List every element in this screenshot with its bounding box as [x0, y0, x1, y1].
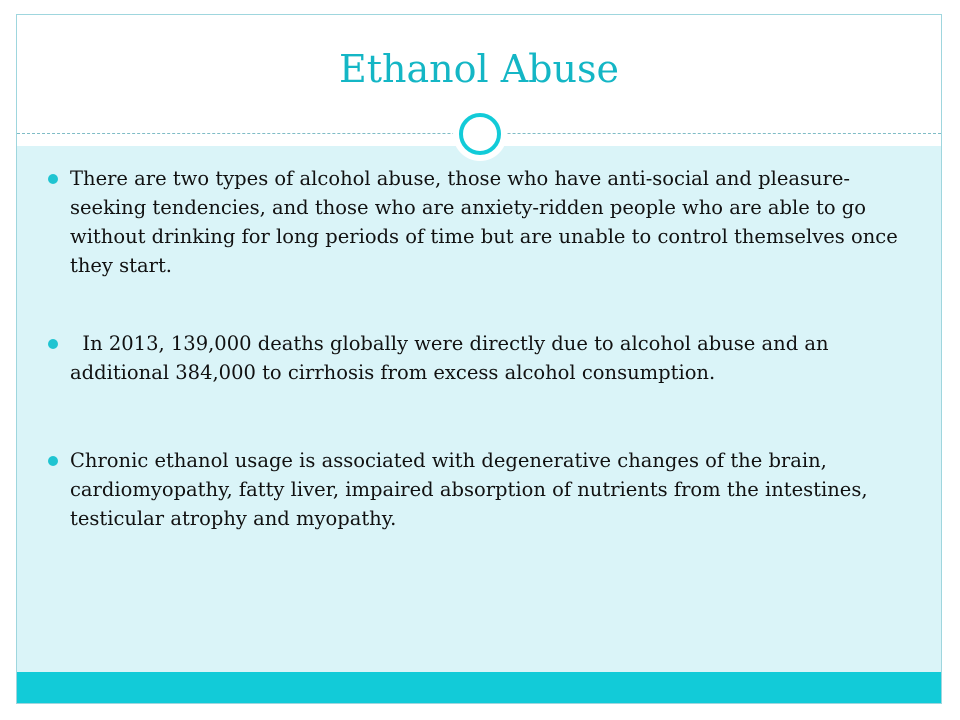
bullet-text: Chronic ethanol usage is associated with degenerative changes of the brain, cardiomyopathy, fatty liver, impaired absorption of nutrients from the intestines, testicular atrophy and myopathy. [70, 449, 874, 530]
bullet-item [48, 164, 908, 280]
ring-icon [453, 107, 507, 161]
slide-title: Ethanol Abuse [339, 47, 619, 91]
bullet-list [48, 164, 908, 533]
bottom-accent-bar [17, 672, 941, 703]
bullet-text: There are two types of alcohol abuse, those who have anti-social and pleasure-seeking tendencies, and those who are anxiety-ridden people who are able to go without drinking for long periods of time but are unable to control themselves once they start. [70, 167, 904, 277]
bullet-text: In 2013, 139,000 deaths globally were directly due to alcohol abuse and an additional 384,000 to cirrhosis from excess alcohol consumption. [70, 332, 835, 384]
ring-icon-inner [459, 113, 501, 155]
bullet-item [48, 446, 908, 533]
bullet-item [48, 329, 908, 387]
